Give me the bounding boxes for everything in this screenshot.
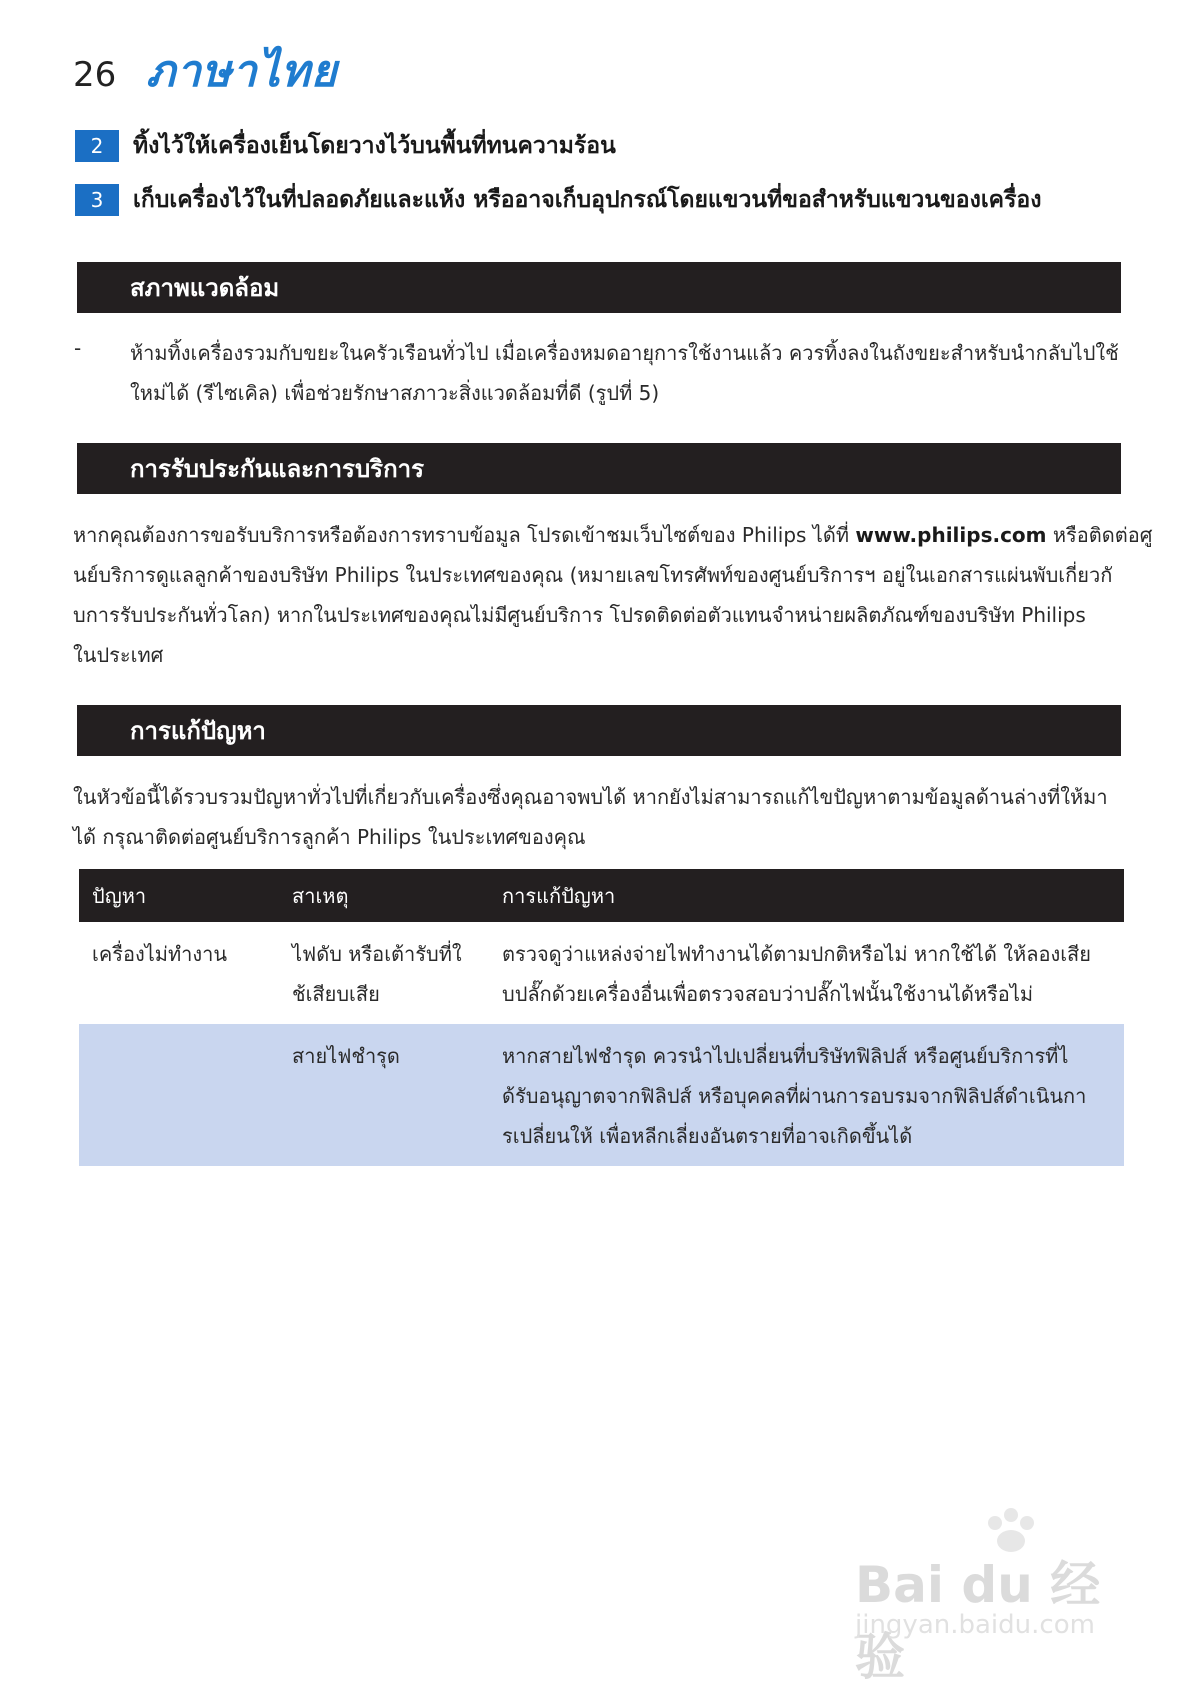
table-header: [79, 869, 1124, 922]
cell-line: ไฟดับ หรือเต้ารับที่ใ: [292, 942, 462, 966]
step-number-badge: 2: [75, 130, 119, 162]
column-header-cause: สาเหตุ: [292, 883, 349, 908]
cell-problem: [79, 1036, 289, 1156]
troubleshooting-intro: [73, 777, 1108, 857]
cell-line: บปลั๊กด้วยเครื่องอื่นเพื่อตรวจสอบว่าปลั๊กไฟนั้นใช้งานได้หรือไม่: [502, 982, 1034, 1006]
baidu-watermark: [845, 1505, 1125, 1686]
cell-line: ด้รับอนุญาตจากฟิลิปส์ หรือบุคคลที่ผ่านการอบรมจากฟิลิปส์ดำเนินกา: [502, 1084, 1087, 1108]
text-line: บการรับประกันทั่วโลก) หากในประเทศของคุณไม่มีศูนย์บริการ โปรดติดต่อตัวแทนจำหน่ายผลิตภัณฑ์ของบริษัท Philips: [73, 603, 1086, 627]
cell-cause: [289, 1036, 499, 1156]
section-heading-troubleshooting: การแก้ปัญหา: [77, 705, 1121, 756]
section-heading-environment: สภาพแวดล้อม: [77, 262, 1121, 313]
cell-cause: [289, 934, 499, 1014]
text-segment: หรือติดต่อศู: [1046, 523, 1153, 547]
step-number-badge: 3: [75, 184, 119, 216]
step-text: ทิ้งไว้ให้เครื่องเย็นโดยวางไว้บนพื้นที่ทนความร้อน: [133, 133, 616, 159]
text-line: ได้ กรุณาติดต่อศูนย์บริการลูกค้า Philips ในประเทศของคุณ: [73, 825, 586, 849]
section-heading-guarantee: การรับประกันและการบริการ: [77, 443, 1121, 494]
text-line: [73, 515, 1152, 555]
table-row: [79, 1024, 1124, 1166]
cell-line: สายไฟชำรุด: [292, 1044, 400, 1068]
watermark-brand: Bai du 经验: [855, 1556, 1101, 1686]
table-row: [79, 922, 1124, 1024]
step-3: [75, 182, 1041, 218]
cell-solution: [499, 1036, 1124, 1156]
column-header-solution: การแก้ปัญหา: [502, 883, 616, 908]
cell-problem: เครื่องไม่ทำงาน: [92, 942, 228, 966]
cell-line: หากสายไฟชำรุด ควรนำไปเปลี่ยนที่บริษัทฟิลิปส์ หรือศูนย์บริการที่ไ: [502, 1044, 1069, 1068]
bullet-dash: -: [74, 336, 82, 360]
language-title: ภาษาไทย: [146, 46, 338, 97]
cell-line: ช้เสียบเสีย: [292, 982, 380, 1006]
environment-text: [130, 333, 1119, 413]
text-line: นย์บริการดูแลลูกค้าของบริษัท Philips ในประเทศของคุณ (หมายเลขโทรศัพท์ของศูนย์บริการฯ อยู่ในเอกสารแผ่นพับเกี่ยวกั: [73, 563, 1113, 587]
cell-line: รเปลี่ยนให้ เพื่อหลีกเลี่ยงอันตรายที่อาจเกิดขึ้นได้: [502, 1124, 913, 1148]
text-line: ใหม่ได้ (รีไซเคิล) เพื่อช่วยรักษาสภาวะสิ่งแวดล้อมที่ดี (รูปที่ 5): [130, 381, 660, 405]
cell-line: ตรวจดูว่าแหล่งจ่ายไฟทำงานได้ตามปกติหรือไม่ หากใช้ได้ ให้ลองเสีย: [502, 942, 1091, 966]
step-2: [75, 128, 616, 164]
text-segment: หากคุณต้องการขอรับบริการหรือต้องการทราบข้อมูล โปรดเข้าชมเว็บไซต์ของ Philips ได้ที่: [73, 523, 856, 547]
step-text: เก็บเครื่องไว้ในที่ปลอดภัยและแห้ง หรืออาจเก็บอุปกรณ์โดยแขวนที่ขอสำหรับแขวนของเครื่อง: [133, 187, 1042, 213]
text-line: ในประเทศ: [73, 643, 164, 667]
guarantee-text: [73, 515, 1152, 675]
page-header: [73, 36, 338, 96]
text-line: ในหัวข้อนี้ได้รวบรวมปัญหาทั่วไปที่เกี่ยวกับเครื่องซึ่งคุณอาจพบได้ หากยังไม่สามารถแก้ไขปัญหาตามข้อมูลด้านล่างที่ให้มา: [73, 785, 1108, 809]
page-number: 26: [73, 55, 117, 95]
column-header-problem: ปัญหา: [92, 883, 147, 908]
cell-solution: [499, 934, 1124, 1014]
text-line: ห้ามทิ้งเครื่องรวมกับขยะในครัวเรือนทั่วไป เมื่อเครื่องหมดอายุการใช้งานแล้ว ควรทิ้งลงในถังขยะสำหรับนำกลับไปใช้: [130, 341, 1119, 365]
watermark-url: jingyan.baidu.com: [855, 1610, 1095, 1640]
troubleshooting-table: [79, 869, 1124, 1166]
philips-url: www.philips.com: [855, 523, 1047, 547]
